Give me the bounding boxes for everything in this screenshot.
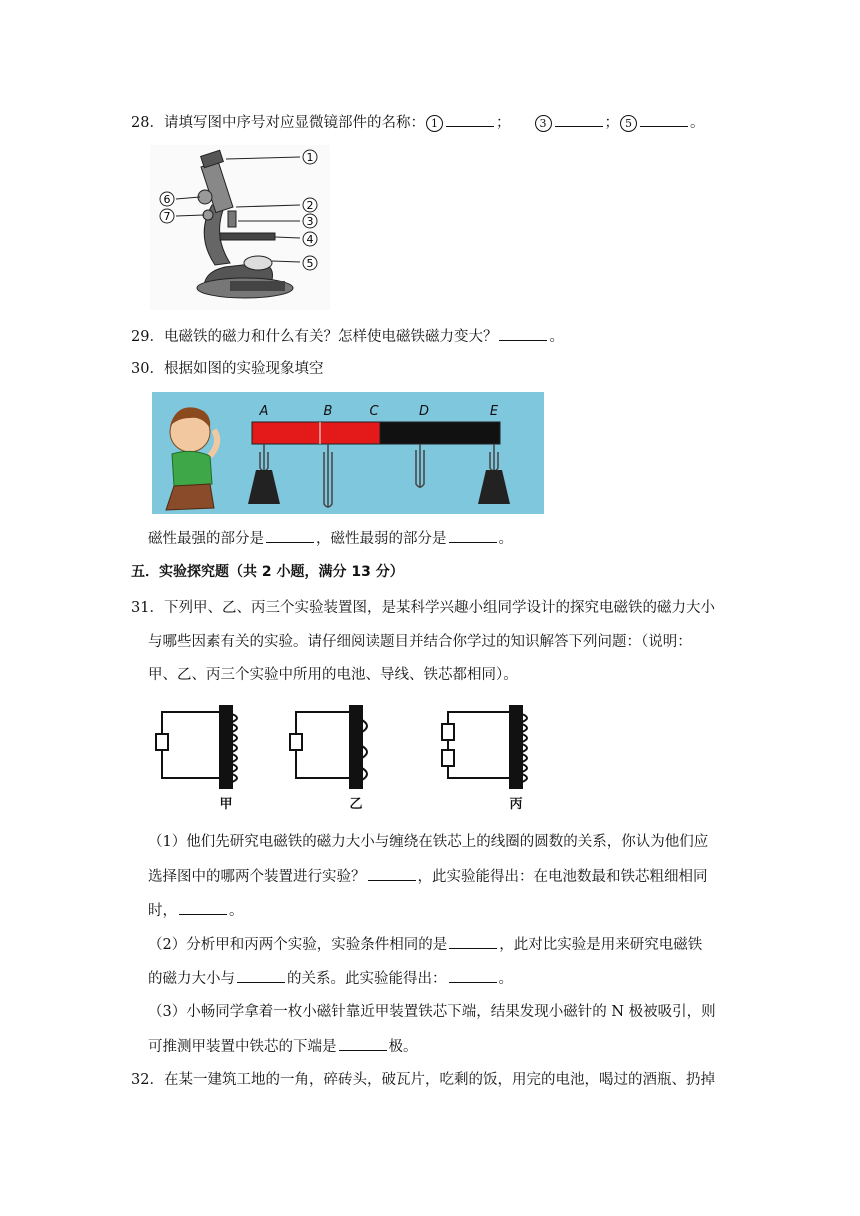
fig-label-bing: 丙 [509,797,523,812]
q28-line [131,112,705,133]
magnet-figure [152,392,544,514]
q31-p2d: 的关系。此实验能得出： [287,971,447,987]
answer-blank[interactable] [339,1036,387,1051]
separator: ； [604,115,619,131]
magnet-label-d: D [418,404,430,419]
answer-blank[interactable] [640,112,688,127]
q31-line2: 与哪些因素有关的实验。请仔细阅读题目并结合你学过的知识解答下列问题：（说明： [148,634,692,650]
period: 。 [549,329,564,345]
magnet-label-c: C [369,404,379,419]
circle-number-3: 3 [535,115,552,132]
section-title: 五．实验探究题（共 2 小题，满分 13 分） [131,564,404,580]
answer-blank[interactable] [499,326,547,341]
q30-text: 30．根据如图的实验现象填空 [131,361,324,377]
q31-p1b-line [148,866,708,887]
magnet-label-a: A [259,404,269,419]
period: 。 [498,971,513,987]
q31-p2c-line [148,968,513,989]
microscope-label-4: 4 [306,233,314,246]
microscope-label-1: 1 [306,151,314,164]
microscope-figure [150,145,330,310]
q31-p3b-line [148,1036,418,1057]
q30-answer-line [148,528,513,549]
answer-blank[interactable] [446,112,494,127]
q31-p1d-line [148,900,244,921]
circle-number-1: 1 [426,115,443,132]
answer-blank[interactable] [179,900,227,915]
q31-line1: 31．下列甲、乙、丙三个实验装置图，是某科学兴趣小组同学设计的探究电磁铁的磁力大小 [131,600,715,616]
q30-answer-a: 磁性最强的部分是 [148,531,264,547]
q32-line: 32．在某一建筑工地的一角，碎砖头，破瓦片，吃剩的饭，用完的电池，喝过的酒瓶、扔掉 [131,1072,715,1088]
q31-line3: 甲、乙、丙三个实验中所用的电池、导线、铁芯都相同）。 [148,667,518,683]
q30-line [131,359,323,379]
period: 。 [498,531,513,547]
q31-p1d: 时， [148,903,177,919]
period: 。 [229,903,244,919]
q31-p3a: （3）小畅同学拿着一枚小磁针靠近甲装置铁芯下端，结果发现小磁针的 N 极被吸引，则 [148,1004,716,1020]
period: 。 [690,115,705,131]
q31-p2a: （2）分析甲和丙两个实验，实验条件相同的是 [148,937,448,953]
magnet-label-b: B [323,404,333,419]
q31-p2a-line [148,934,702,955]
answer-blank[interactable] [449,934,497,949]
q31-p3b: 可推测甲装置中铁芯的下端是 [148,1039,337,1055]
q30-answer-b: ，磁性最弱的部分是 [316,531,447,547]
q31-p1b: 选择图中的哪两个装置进行实验？ [148,869,366,885]
answer-blank[interactable] [237,968,285,983]
electromagnet-figure [152,700,542,815]
answer-blank[interactable] [368,866,416,881]
microscope-label-6: 6 [163,193,171,206]
answer-blank[interactable] [449,528,497,543]
microscope-label-2: 2 [306,199,314,212]
answer-blank[interactable] [555,112,603,127]
microscope-label-5: 5 [306,257,314,270]
answer-blank[interactable] [449,968,497,983]
q31-p1a: （1）他们先研究电磁铁的磁力大小与缠绕在铁芯上的线圈的圆数的关系，你认为他们应 [148,834,709,850]
q29-line [131,326,564,347]
q31-p2c: 的磁力大小与 [148,971,235,987]
q29-text: 29．电磁铁的磁力和什么有关？怎样使电磁铁磁力变大？ [131,329,498,345]
separator: ； [495,115,511,131]
q31-p2b: ，此对比实验是用来研究电磁铁 [499,937,703,953]
fig-label-jia: 甲 [219,797,233,812]
fig-label-yi: 乙 [349,797,363,812]
q31-p3c: 极。 [388,1039,418,1055]
microscope-label-7: 7 [163,210,171,223]
q28-text: 28．请填写图中序号对应显微镜部件的名称： [131,115,425,131]
answer-blank[interactable] [266,528,314,543]
q31-p1c: ，此实验能得出：在电池数最和铁芯粗细相同 [417,869,708,885]
microscope-label-3: 3 [306,215,314,228]
magnet-label-e: E [489,404,499,419]
circle-number-5: 5 [620,115,637,132]
